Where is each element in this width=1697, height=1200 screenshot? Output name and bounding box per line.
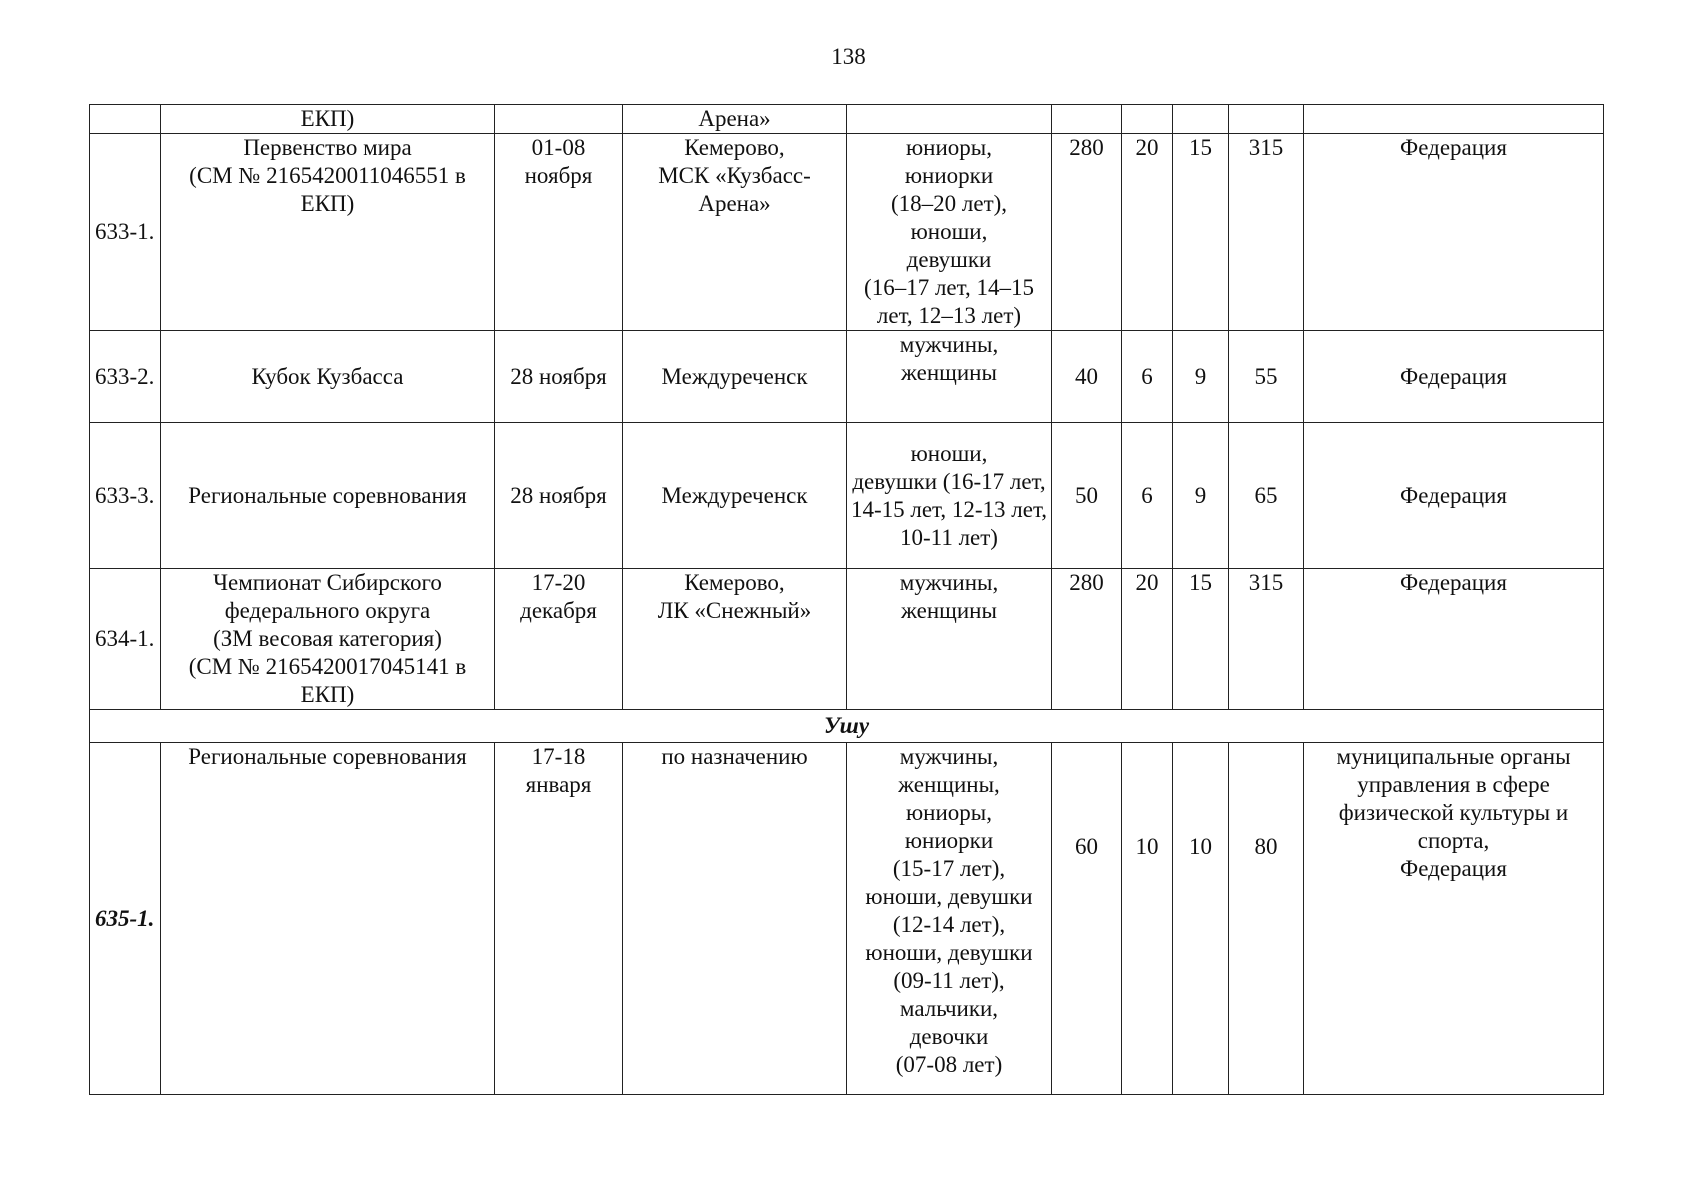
cell-participants bbox=[847, 105, 1052, 134]
cell-number: 633-3. bbox=[90, 423, 161, 569]
cell-venue: по назначению bbox=[623, 743, 847, 1095]
cell-participants: мужчины, женщины, юниоры, юниорки (15-17 лет), юноши, девушки (12-14 лет), юноши, девушки (09-11 лет), мальчики, девочки (07-08 лет) bbox=[847, 743, 1052, 1095]
section-row bbox=[90, 710, 1604, 743]
cell-event-name: Кубок Кузбасса bbox=[161, 331, 495, 423]
cell-total: 65 bbox=[1229, 423, 1304, 569]
cell-dates: 17-18 января bbox=[495, 743, 623, 1095]
cell-judges: 9 bbox=[1173, 423, 1229, 569]
cell-athletes: 40 bbox=[1052, 331, 1122, 423]
cell-dates bbox=[495, 105, 623, 134]
cell-judges: 15 bbox=[1173, 134, 1229, 331]
cell-coaches: 20 bbox=[1122, 134, 1173, 331]
cell-coaches: 6 bbox=[1122, 331, 1173, 423]
cell-dates: 28 ноября bbox=[495, 423, 623, 569]
table-row bbox=[90, 134, 1604, 331]
cell-dates: 28 ноября bbox=[495, 331, 623, 423]
cell-total bbox=[1229, 105, 1304, 134]
table-row bbox=[90, 423, 1604, 569]
table-row bbox=[90, 331, 1604, 423]
cell-athletes: 280 bbox=[1052, 134, 1122, 331]
cell-participants: юноши, девушки (16-17 лет, 14-15 лет, 12-13 лет, 10-11 лет) bbox=[847, 423, 1052, 569]
cell-event-name: Региональные соревнования bbox=[161, 423, 495, 569]
cell-participants: мужчины, женщины bbox=[847, 569, 1052, 710]
cell-number: 635-1. bbox=[90, 743, 161, 1095]
cell-organizer bbox=[1304, 105, 1604, 134]
cell-athletes: 280 bbox=[1052, 569, 1122, 710]
cell-total: 315 bbox=[1229, 569, 1304, 710]
cell-coaches bbox=[1122, 105, 1173, 134]
cell-number: 633-2. bbox=[90, 331, 161, 423]
cell-judges: 10 bbox=[1173, 743, 1229, 1095]
cell-organizer: муниципальные органы управления в сфере физической культуры и спорта, Федерация bbox=[1304, 743, 1604, 1095]
cell-participants: юниоры, юниорки (18–20 лет), юноши, девушки (16–17 лет, 14–15 лет, 12–13 лет) bbox=[847, 134, 1052, 331]
cell-venue: Междуреченск bbox=[623, 331, 847, 423]
cell-number bbox=[90, 105, 161, 134]
cell-total: 80 bbox=[1229, 743, 1304, 1095]
cell-athletes bbox=[1052, 105, 1122, 134]
cell-athletes: 50 bbox=[1052, 423, 1122, 569]
cell-coaches: 10 bbox=[1122, 743, 1173, 1095]
page-number: 138 bbox=[831, 44, 866, 69]
cell-venue: Кемерово, ЛК «Снежный» bbox=[623, 569, 847, 710]
cell-dates: 01-08 ноября bbox=[495, 134, 623, 331]
cell-judges: 15 bbox=[1173, 569, 1229, 710]
cell-organizer: Федерация bbox=[1304, 134, 1604, 331]
cell-organizer: Федерация bbox=[1304, 331, 1604, 423]
cell-coaches: 20 bbox=[1122, 569, 1173, 710]
cell-organizer: Федерация bbox=[1304, 569, 1604, 710]
cell-event-name: Чемпионат Сибирского федерального округа (ЗМ весовая категория) (СМ № 2165420017045141 в ЕКП) bbox=[161, 569, 495, 710]
cell-event-name: ЕКП) bbox=[161, 105, 495, 134]
cell-venue: Междуреченск bbox=[623, 423, 847, 569]
table-row bbox=[90, 105, 1604, 134]
cell-organizer: Федерация bbox=[1304, 423, 1604, 569]
cell-number: 633-1. bbox=[90, 134, 161, 331]
cell-total: 55 bbox=[1229, 331, 1304, 423]
cell-venue: Кемерово, МСК «Кузбасс-Арена» bbox=[623, 134, 847, 331]
cell-dates: 17-20 декабря bbox=[495, 569, 623, 710]
cell-event-name: Региональные соревнования bbox=[161, 743, 495, 1095]
cell-judges bbox=[1173, 105, 1229, 134]
events-table bbox=[89, 104, 1604, 1095]
cell-judges: 9 bbox=[1173, 331, 1229, 423]
section-title: Ушу bbox=[90, 710, 1604, 743]
table-row bbox=[90, 569, 1604, 710]
cell-athletes: 60 bbox=[1052, 743, 1122, 1095]
cell-participants: мужчины, женщины bbox=[847, 331, 1052, 423]
table-row bbox=[90, 743, 1604, 1095]
cell-coaches: 6 bbox=[1122, 423, 1173, 569]
cell-event-name: Первенство мира (СМ № 2165420011046551 в ЕКП) bbox=[161, 134, 495, 331]
cell-number: 634-1. bbox=[90, 569, 161, 710]
cell-total: 315 bbox=[1229, 134, 1304, 331]
cell-venue: Арена» bbox=[623, 105, 847, 134]
